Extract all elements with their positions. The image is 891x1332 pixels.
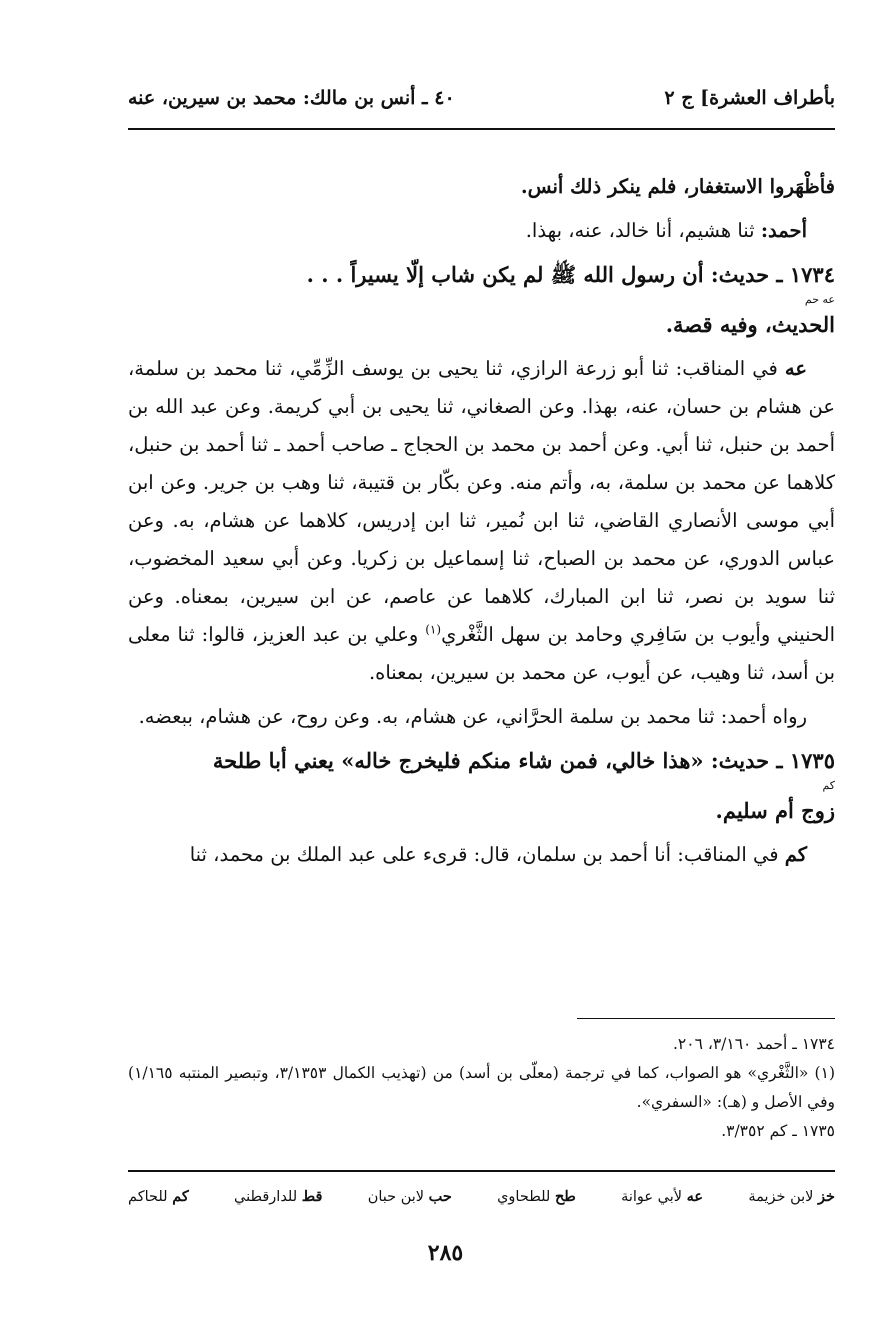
hadith-1735-sigla: كم	[822, 779, 835, 792]
paragraph-text: في المناقب: ثنا أبو زرعة الرازي، ثنا يحيى بن يوسف الزِّمِّي، ثنا محمد بن سلمة، عن هشام بن حسان، عنه، بهذا. وعن الصغاني، ثنا يحيى بن أبي كريمة. وعن عبد الله بن أحمد بن حنبل، ثنا أبي. وعن أحمد بن محمد بن الحجاج ـ صاحب أحمد ـ ثنا أحمد بن حنبل، كلاهما عن محمد بن سلمة، به، وأتم منه. وعن بكّار بن قتيبة، ثنا وهب بن جرير. وعن ابن أبي موسى الأنصاري القاضي، ثنا ابن نُمير، ثنا ابن إدريس، كلاهما عن هشام، به. وعن عباس الدوري، عن محمد بن الصباح، ثنا إسماعيل بن زكريا. وعن أبي سعيد المخضوب، ثنا سويد بن نصر، ثنا ابن المبارك، كلاهما عن عاصم، عن ابن سيرين، بمعناه. وعن الحنيني وأيوب بن سَافِري وحامد بن سهل الثَّغْري	[128, 357, 835, 646]
paragraph-riwayat-ahmad: رواه أحمد: ثنا محمد بن سلمة الحرَّاني، عن هشام، به. وعن روح، عن هشام، ببعضه.	[138, 705, 807, 728]
source-label: عه	[784, 357, 807, 380]
main-text	[128, 168, 835, 880]
hadith-1735-title: ١٧٣٥ ـ حديث: «هذا خالي، فمن شاء منكم فليخرج خاله» يعني أبا طلحة	[212, 748, 835, 773]
header-chapter: ٤٠ ـ أنس بن مالك: محمد بن سيرين، عنه	[128, 87, 455, 109]
footnote-rule	[577, 1018, 835, 1019]
paragraph-ahmad	[128, 212, 835, 250]
abbreviation-rule	[128, 1170, 835, 1172]
hadith-1734-title: ١٧٣٤ ـ حديث: أن رسول الله ﷺ لم يكن شاب إلّا يسيراً . . .	[306, 262, 835, 287]
source-label: أحمد:	[760, 219, 807, 242]
footnote-ref: (١)	[425, 622, 442, 637]
page-number: ٢٨٥	[427, 1240, 464, 1266]
paragraph-text: ثنا هشيم، أنا خالد، عنه، بهذا.	[525, 219, 761, 242]
paragraph-continuation: فأظْهَروا الاستغفار، فلم ينكر ذلك أنس.	[520, 175, 835, 198]
hadith-1734-sigla: عه حم	[804, 293, 835, 306]
hadith-1735-continuation: زوج أم سليم.	[715, 798, 835, 823]
abbr-item: طح للطحاوي	[497, 1188, 576, 1205]
footnote-1735: ١٧٣٥ ـ كم ٣/٣٥٢.	[721, 1122, 835, 1140]
footnote-1: (١) «الثَّغْري» هو الصواب، كما في ترجمة (معلّى بن أسد) من (تهذيب الكمال ٣/١٣٥٣، وتبصير المنتبه ١/١٦٥) وفي الأصل و (هـ): «السفري».	[128, 1064, 835, 1111]
paragraph-text: في المناقب: أنا أحمد بن سلمان، قال: قرىء على عبد الملك بن محمد، ثنا	[189, 843, 785, 866]
abbr-item: كم للحاكم	[128, 1188, 189, 1205]
abbr-item: عه لأبي عوانة	[621, 1188, 704, 1205]
running-header	[128, 80, 835, 116]
abbr-item: خز لابن خزيمة	[748, 1188, 835, 1205]
header-volume: بأطراف العشرة] ج ٢	[664, 87, 835, 109]
abbr-item: قط للدارقطني	[234, 1188, 323, 1205]
hadith-1734-continuation: الحديث، وفيه قصة.	[665, 312, 835, 337]
abbr-item: حب لابن حبان	[367, 1188, 452, 1205]
footnote-1734: ١٧٣٤ ـ أحمد ٣/١٦٠، ٢٠٦.	[672, 1035, 835, 1053]
paragraph-manaqib-1735	[128, 836, 835, 874]
paragraph-manaqib-1734	[128, 350, 835, 692]
footnotes	[128, 1030, 835, 1146]
abbreviation-key	[128, 1188, 835, 1205]
source-label: كم	[784, 843, 807, 866]
paragraph-text: وعلي بن عبد العزيز، قالوا: ثنا معلى بن أسد، ثنا وهيب، عن أيوب، عن محمد بن سيرين، بمعناه.	[128, 623, 835, 684]
header-rule	[128, 128, 835, 130]
